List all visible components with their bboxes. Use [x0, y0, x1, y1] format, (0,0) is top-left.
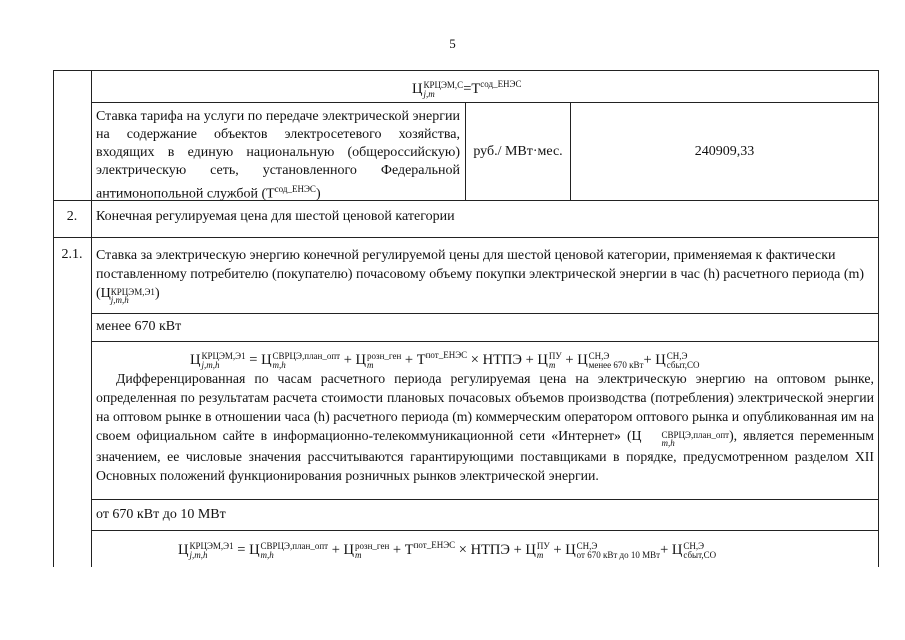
band-2-label: от 670 кВт до 10 МВт	[96, 507, 226, 522]
description-paragraph: Дифференцированная по часам расчетного периода регулируемая цена на электрическую энергию на оптовом рынке, определенная по результатам расчета стоимости плановых почасовых объемов производства (потребления) электрической энергии на оптовом рынке в отношении часа (h) расчетного периода (m) коммерческим оператором оптового рынка и опубликованная им на своем официальном сайте в информационно-телекоммуникационной сети «Интернет» (Ц СВРЦЭ,план_опт m,h ), является переменным значением, ее числовые значения рассчитываются гарантирующими поставщиками в порядке, предусмотренном разделом XII Основных положений функционирования розничных рынков электрической энергии.	[96, 371, 874, 483]
section-21-number: 2.1.	[61, 247, 83, 262]
formula-band-2: Ц КРЦЭМ,Э1 j,m,h = Ц СВРЦЭ,план_опт m,h + Ц розн_ген m + $Т^{пот\_ЕНЭС}$ × НТПЭ + Ц ПУ m + Ц СН,Э от 670 кВт до 10 МВт + Ц СН,Э сбыт,СО	[178, 540, 717, 560]
top-formula: Ц КРЦЭМ,С j,m $=Т^{сод\_ЕНЭС}$	[412, 79, 522, 99]
band-1-label: менее 670 кВт	[96, 319, 182, 334]
page-number: 5	[449, 36, 456, 51]
tariff-description: Ставка тарифа на услуги по передаче электрической энергии на содержание объектов электросетевого хозяйства, входящих в единую национальную (общероссийскую) электрическую сеть, установленного Федеральной антимонопольной службой $(Т^{сод\_ЕНЭС})$	[96, 109, 460, 202]
section-2-number: 2.	[66, 209, 78, 224]
tariff-value: 240909,33	[694, 144, 755, 159]
tariff-unit: руб./ МВт·мес.	[473, 144, 563, 159]
section-21-text: Ставка за электрическую энергию конечной регулируемой цены для шестой ценовой категории, применяемая к фактически поставленному потребителю (покупателю) почасовому объему покупки электрической энергии в час (h) расчетного периода (m) (Ц КРЦЭМ,Э1 j,m,h )	[96, 248, 865, 305]
section-2-title: Конечная регулируемая цена для шестой ценовой категории	[96, 209, 455, 224]
formula-band-1: Ц КРЦЭМ,Э1 j,m,h = Ц СВРЦЭ,план_опт m,h + Ц розн_ген m + $Т^{пот\_ЕНЭС}$ × НТПЭ + Ц ПУ m + Ц СН,Э менее 670 кВт + Ц СН,Э сбыт,СО	[190, 350, 700, 370]
